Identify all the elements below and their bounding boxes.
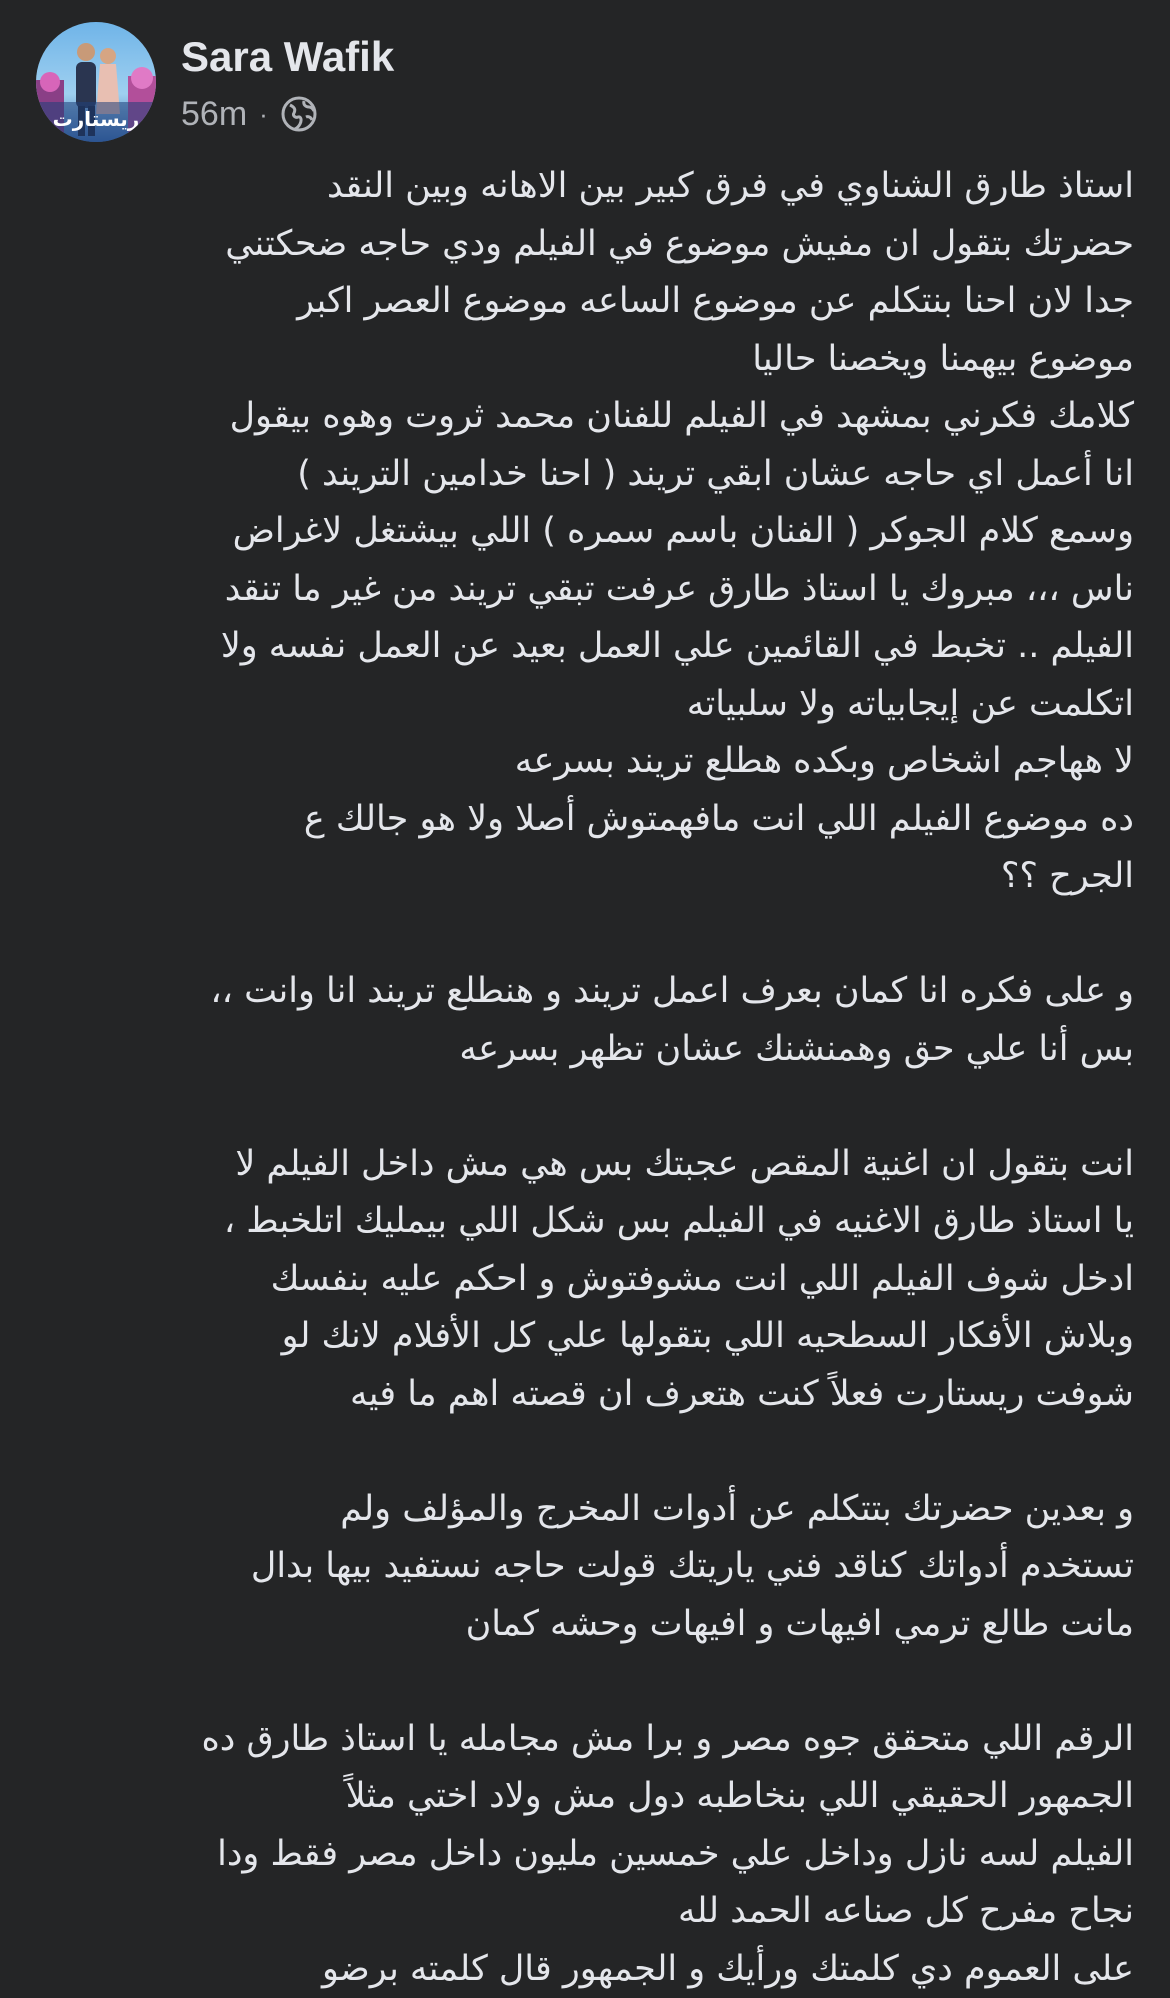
avatar-image [36, 22, 156, 142]
post-text-line: الرقم اللي متحقق جوه مصر و برا مش مجامله يا استاذ طارق ده [30, 1711, 1134, 1769]
post-text-line: الفيلم لسه نازل وداخل علي خمسين مليون داخل مصر فقط ودا [30, 1826, 1134, 1884]
post-text-line: ناس ،،، مبروك يا استاذ طارق عرفت تبقي تريند من غير ما تنقد [30, 561, 1134, 619]
post-text-line: حضرتك بتقول ان مفيش موضوع في الفيلم ودي حاجه ضحكتني [30, 216, 1134, 274]
post-text-line: نجاح مفرح كل صناعه الحمد لله [30, 1883, 1134, 1941]
post-text-line: انت بتقول ان اغنية المقص عجبتك بس هي مش داخل الفيلم لا [30, 1136, 1134, 1194]
post-text-line: وسمع كلام الجوكر ( الفنان باسم سمره ) اللي بيشتغل لاغراض [30, 503, 1134, 561]
meta-separator: · [259, 99, 268, 130]
avatar-badge-text: ريستارت [53, 107, 140, 131]
post-text-line: مانت طالع ترمي افيهات و افيهات وحشه كمان [30, 1596, 1134, 1654]
post-text-line: لا ههاجم اشخاص وبكده هطلع تريند بسرعه [30, 733, 1134, 791]
post-text-line: و بعدين حضرتك بتتكلم عن أدوات المخرج والمؤلف ولم [30, 1481, 1134, 1539]
post-text-line: كلامك فكرني بمشهد في الفيلم للفنان محمد ثروت وهوه بيقول [30, 388, 1134, 446]
post-text-line: وبلاش الأفكار السطحيه اللي بتقولها علي كل الأفلام لانك لو [30, 1308, 1134, 1366]
post-text-line: انا أعمل اي حاجه عشان ابقي تريند ( احنا خدامين التريند ) [30, 446, 1134, 504]
post-text-line: موضوع بيهمنا ويخصنا حاليا [30, 331, 1134, 389]
avatar[interactable] [36, 22, 156, 142]
post-text-line: و على فكره انا كمان بعرف اعمل تريند و هنطلع تريند انا وانت ،، [30, 963, 1134, 1021]
post-text-line: الجرح ؟؟ [30, 848, 1134, 906]
post-text-line [30, 906, 1134, 964]
post-text-line: شوفت ريستارت فعلاً كنت هتعرف ان قصته اهم ما فيه [30, 1366, 1134, 1424]
author-name[interactable]: Sara Wafik [181, 32, 394, 82]
post-text-line [30, 1078, 1134, 1136]
post-text-line: جدا لان احنا بنتكلم عن موضوع الساعه موضوع العصر اكبر [30, 273, 1134, 331]
post-text-line: اتكلمت عن إيجابياته ولا سلبياته [30, 676, 1134, 734]
post-text [30, 158, 1134, 1998]
post-text-line: تستخدم أدواتك كناقد فني ياريتك قولت حاجه نستفيد بيها بدال [30, 1538, 1134, 1596]
globe-icon[interactable] [280, 95, 318, 133]
post-text-line: الجمهور الحقيقي اللي بنخاطبه دول مش ولاد اختي مثلاً [30, 1768, 1134, 1826]
post-header [36, 22, 1136, 142]
post-text-line: بس أنا علي حق وهمنشنك عشان تظهر بسرعه [30, 1021, 1134, 1079]
post-meta [181, 92, 318, 136]
post-timestamp[interactable]: 56m [181, 95, 247, 134]
post-text-line: الفيلم .. تخبط في القائمين علي العمل بعيد عن العمل نفسه ولا [30, 618, 1134, 676]
post-text-line: يا استاذ طارق الاغنيه في الفيلم بس شكل اللي بيمليك اتلخبط ، [30, 1193, 1134, 1251]
post-text-line [30, 1423, 1134, 1481]
post-text-line: على العموم دي كلمتك ورأيك و الجمهور قال كلمته برضو [30, 1941, 1134, 1998]
post-text-line: ده موضوع الفيلم اللي انت مافهمتوش أصلا ولا هو جالك ع [30, 791, 1134, 849]
post-text-line [30, 1653, 1134, 1711]
post-text-line: ادخل شوف الفيلم اللي انت مشوفتوش و احكم عليه بنفسك [30, 1251, 1134, 1309]
post-text-line: استاذ طارق الشناوي في فرق كبير بين الاهانه وبين النقد [30, 158, 1134, 216]
